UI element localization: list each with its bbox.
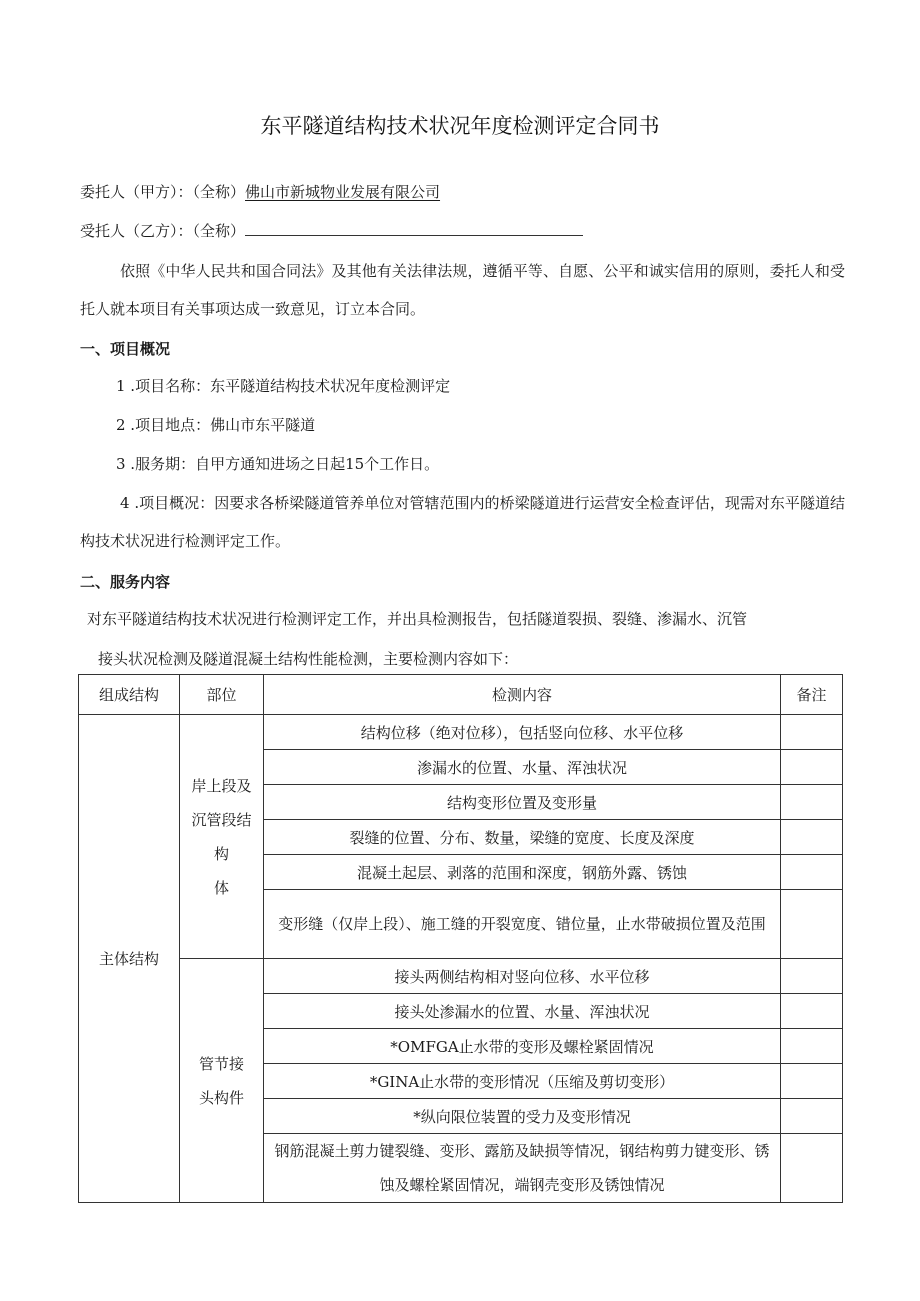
- section1-heading: 一、项目概况: [80, 340, 171, 358]
- content-cell: *GINA止水带的变形情况（压缩及剪切变形）: [264, 1064, 781, 1099]
- remark-cell: [781, 890, 843, 959]
- part-cell-group1: [180, 715, 264, 959]
- structure-cell: 主体结构: [79, 715, 180, 1203]
- document-title: 东平隧道结构技术状况年度检测评定合同书: [260, 114, 660, 138]
- section1-item-3: 3 .服务期：自甲方通知进场之日起15个工作日。: [116, 455, 440, 473]
- table-row: [79, 715, 843, 750]
- inspection-table: [78, 674, 843, 1203]
- part-group2-line2: 头构件: [198, 1088, 244, 1107]
- header-content: 检测内容: [264, 675, 781, 715]
- section2-paragraph-line1: 对东平隧道结构技术状况进行检测评定工作，并出具检测报告，包括隧道裂损、裂缝、渗漏水、沉管: [87, 610, 748, 628]
- part-cell-group2: [180, 959, 264, 1203]
- party-a-label: 委托人（甲方）：（全称）: [80, 183, 246, 201]
- remark-cell: [781, 1134, 843, 1203]
- remark-cell: [781, 855, 843, 890]
- part-group1-line1: 岸上段及: [191, 776, 252, 795]
- header-part: 部位: [180, 675, 264, 715]
- section1-item-2: 2 .项目地点：佛山市东平隧道: [116, 416, 316, 434]
- remark-cell: [781, 1064, 843, 1099]
- remark-cell: [781, 959, 843, 994]
- content-cell: 接头处渗漏水的位置、水量、浑浊状况: [264, 994, 781, 1029]
- content-cell: 结构变形位置及变形量: [264, 785, 781, 820]
- remark-cell: [781, 1099, 843, 1134]
- content-cell: 接头两侧结构相对竖向位移、水平位移: [264, 959, 781, 994]
- party-b-line: [80, 219, 583, 242]
- part-group1-line4: 体: [213, 878, 229, 897]
- content-cell: 裂缝的位置、分布、数量，梁缝的宽度、长度及深度: [264, 820, 781, 855]
- content-cell: 结构位移（绝对位移），包括竖向位移、水平位移: [264, 715, 781, 750]
- part-group1-line2: 沉管段结: [191, 810, 252, 829]
- content-cell: *OMFGA止水带的变形及螺栓紧固情况: [264, 1029, 781, 1064]
- remark-cell: [781, 994, 843, 1029]
- section1-item-1: 1 .项目名称：东平隧道结构技术状况年度检测评定: [116, 377, 451, 395]
- section1-item-4: 4 .项目概况：因要求各桥梁隧道管养单位对管辖范围内的桥梁隧道进行运营安全检查评估，现需对东平隧道结构技术状况进行检测评定工作。: [80, 494, 845, 550]
- party-b-label: 受托人（乙方）：（全称）: [80, 222, 246, 240]
- party-b-blank: [245, 219, 583, 236]
- header-remarks: 备注: [781, 675, 843, 715]
- section2-paragraph-line2: 接头状况检测及隧道混凝土结构性能检测，主要检测内容如下：: [98, 650, 519, 668]
- remark-cell: [781, 715, 843, 750]
- content-cell: 变形缝（仅岸上段）、施工缝的开裂宽度、错位量，止水带破损位置及范围: [264, 890, 781, 959]
- table-row: [79, 959, 843, 994]
- remark-cell: [781, 785, 843, 820]
- table-header-row: [79, 675, 843, 715]
- intro-paragraph: 依照《中华人民共和国合同法》及其他有关法律法规，遵循平等、自愿、公平和诚实信用的原则，委托人和受托人就本项目有关事项达成一致意见，订立本合同。: [80, 262, 845, 318]
- remark-cell: [781, 820, 843, 855]
- content-cell: 渗漏水的位置、水量、浑浊状况: [264, 750, 781, 785]
- party-a-line: [80, 181, 440, 203]
- section2-heading: 二、服务内容: [80, 573, 171, 591]
- content-cell: 钢筋混凝土剪力键裂缝、变形、露筋及缺损等情况，钢结构剪力键变形、锈蚀及螺栓紧固情况，端钢壳变形及锈蚀情况: [264, 1134, 781, 1203]
- remark-cell: [781, 750, 843, 785]
- content-cell: *纵向限位装置的受力及变形情况: [264, 1099, 781, 1134]
- part-group2-line1: 管节接: [198, 1054, 244, 1073]
- content-cell: 混凝土起层、剥落的范围和深度，钢筋外露、锈蚀: [264, 855, 781, 890]
- header-structure: 组成结构: [79, 675, 180, 715]
- remark-cell: [781, 1029, 843, 1064]
- party-a-value: 佛山市新城物业发展有限公司: [245, 183, 441, 201]
- part-group1-line3: 构: [213, 844, 229, 863]
